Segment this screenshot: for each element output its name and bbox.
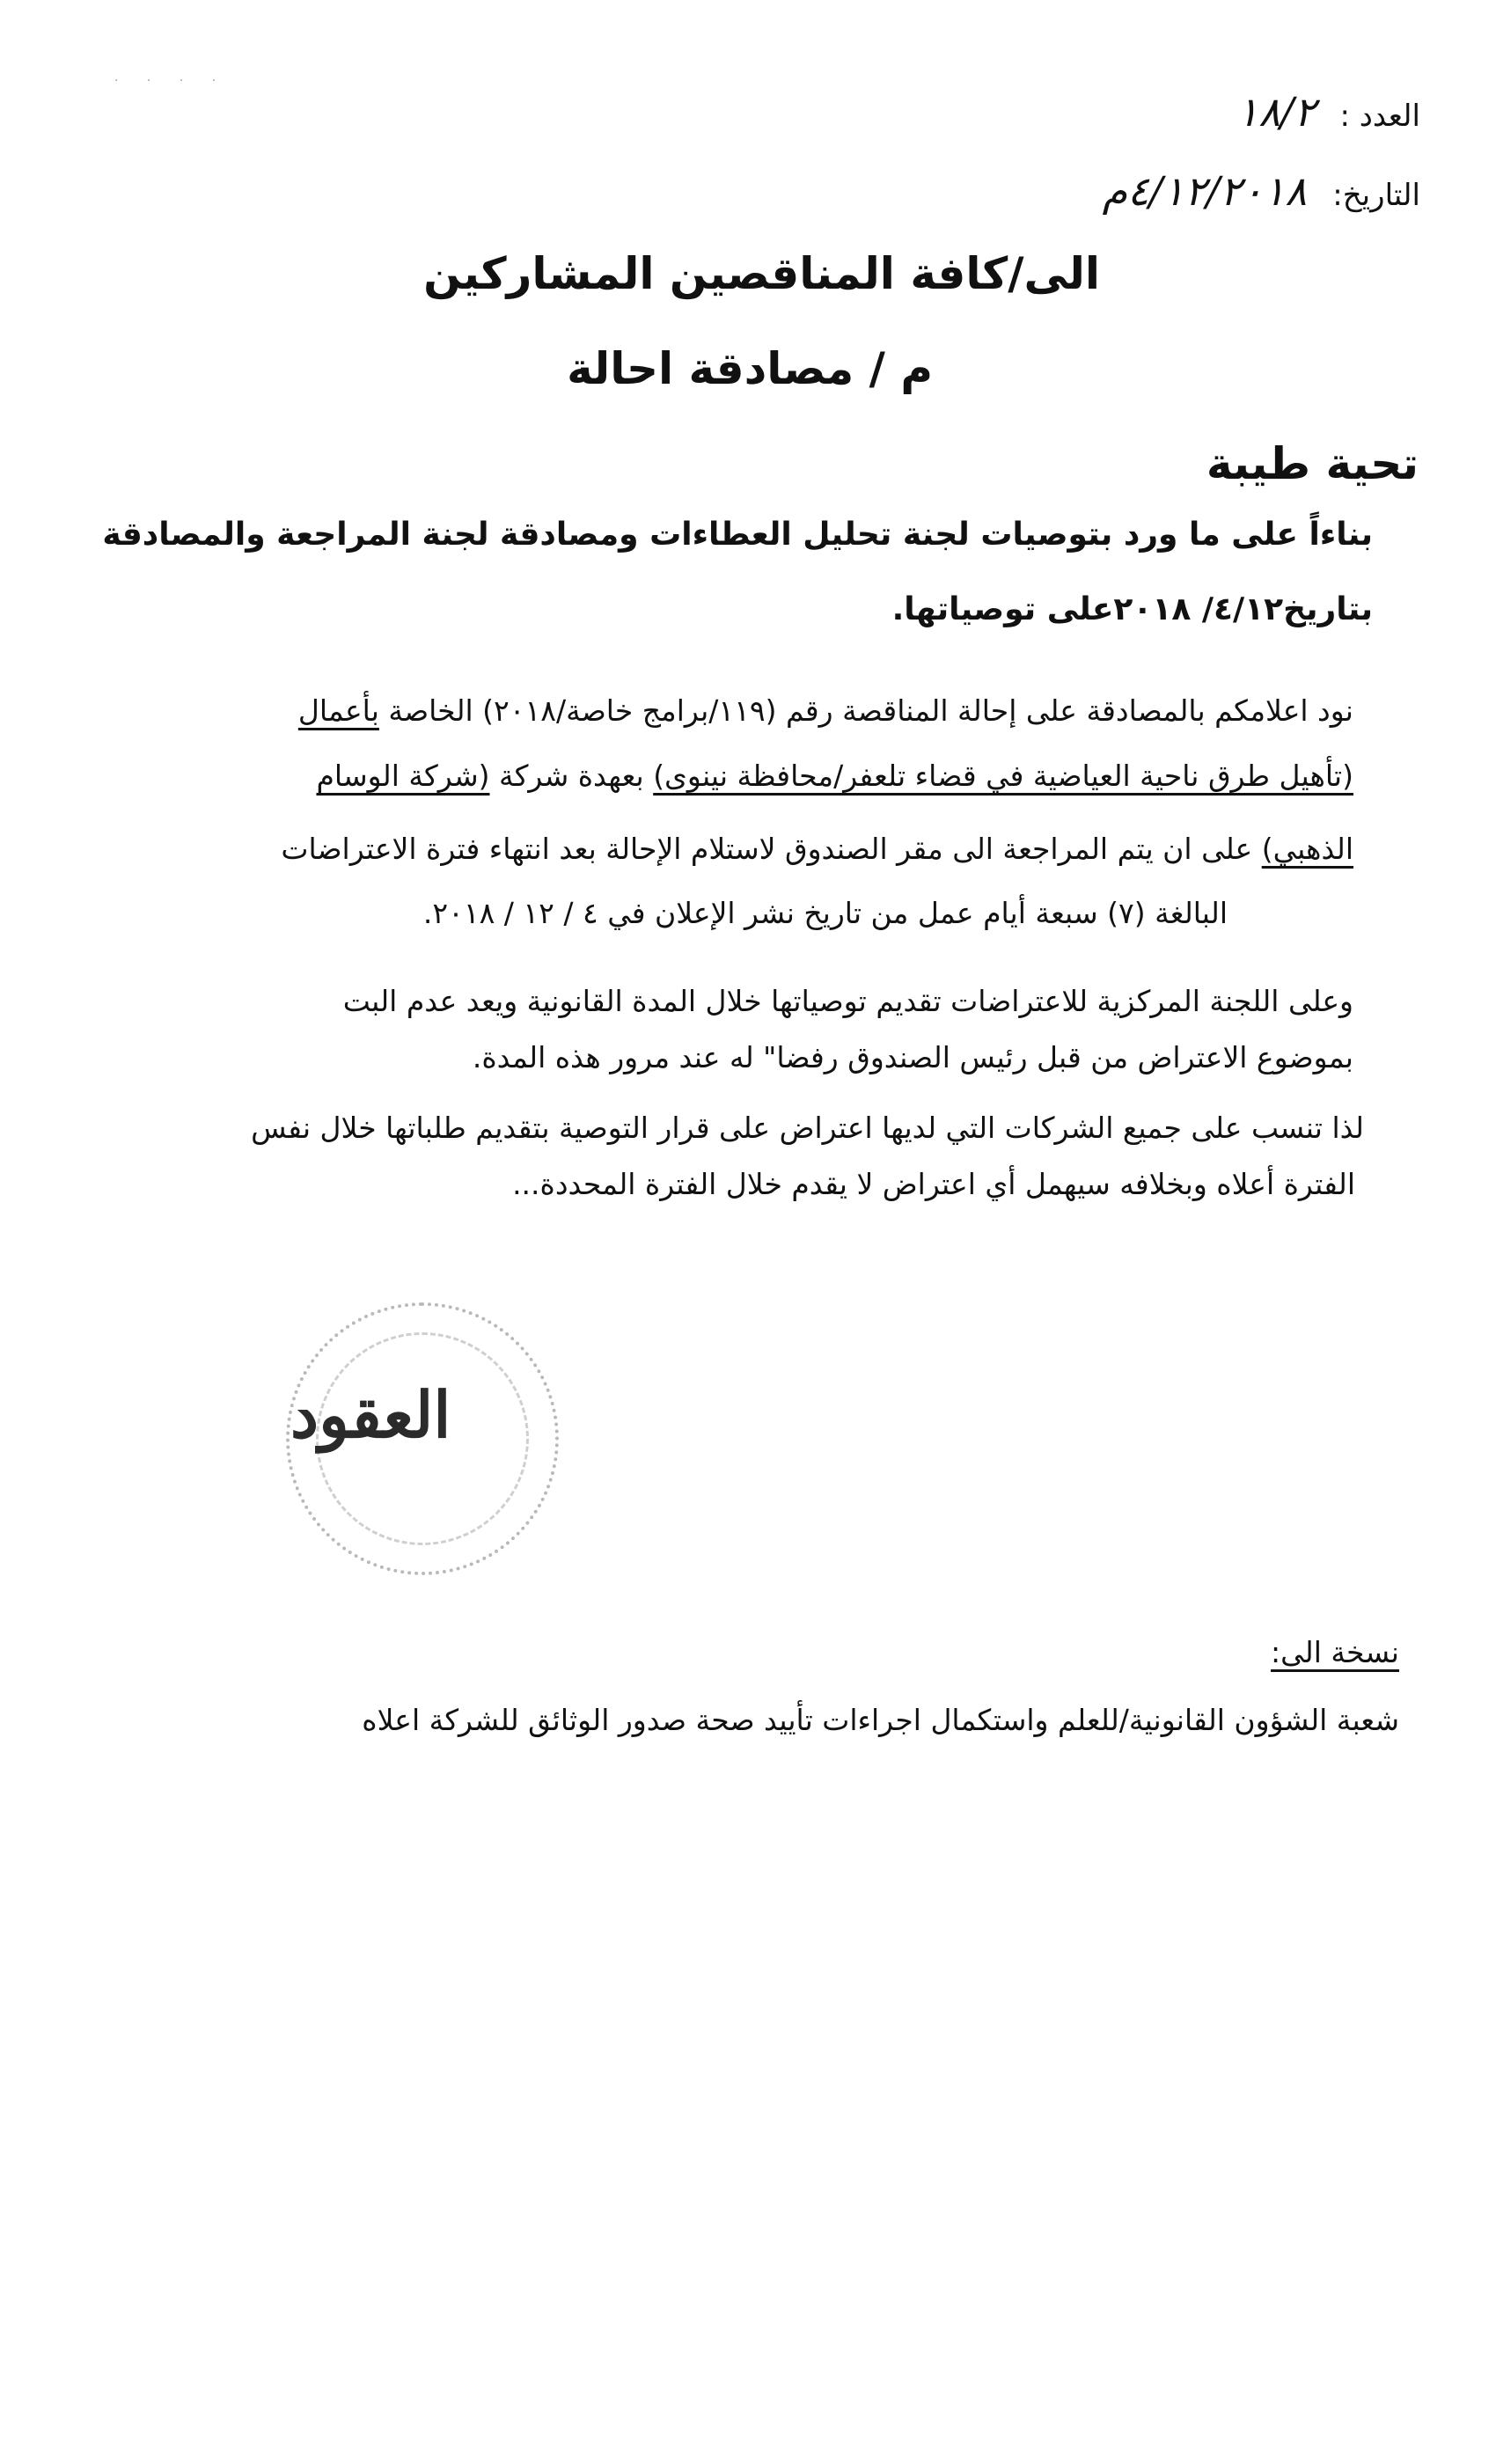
para2-line2	[316, 759, 1353, 793]
para4-line2: الفترة أعلاه وبخلافه سيهمل أي اعتراض لا يقدم خلال الفترة المحددة...	[512, 1167, 1355, 1201]
copy-to-label: نسخة الى:	[1271, 1635, 1399, 1669]
blank-margin	[0, 2042, 1496, 2464]
project-name: (تأهيل طرق ناحية العياضية في قضاء تلعفر/محافظة نينوى)	[653, 759, 1353, 793]
para3-line1: وعلى اللجنة المركزية للاعتراضات تقديم توصياتها خلال المدة القانونية ويعد عدم البت	[342, 984, 1353, 1018]
scan-specks: · · · ·	[114, 74, 229, 88]
stamp-text: العقود	[290, 1377, 451, 1452]
para2-line2-text: بعهدة شركة	[489, 759, 654, 793]
para4-line1: لذا تنسب على جميع الشركات التي لديها اعتراض على قرار التوصية بتقديم طلباتها خلال نفس	[251, 1111, 1364, 1145]
copy-to-line: شعبة الشؤون القانونية/للعلم واستكمال اجراءات تأييد صحة صدور الوثائق للشركة اعلاه	[362, 1703, 1399, 1737]
date-value: ٤/١٢/٢٠١٨م	[1102, 167, 1307, 215]
greeting: تحية طيبة	[1206, 438, 1419, 489]
date-label: التاريخ:	[1332, 178, 1420, 213]
subject: م / مصادقة احالة	[567, 343, 933, 394]
para3-line2: بموضوع الاعتراض من قبل رئيس الصندوق رفضا" له عند مرور هذه المدة.	[472, 1040, 1353, 1074]
number-label: العدد :	[1339, 99, 1420, 134]
para1-line1: بناءاً على ما ورد بتوصيات لجنة تحليل العطاءات ومصادقة لجنة المراجعة والمصادقة	[102, 517, 1373, 553]
para2-line4: البالغة (٧) سبعة أيام عمل من تاريخ نشر الإعلان في ٤ / ١٢ / ٢٠١٨.	[422, 896, 1228, 930]
para2-line1	[298, 693, 1353, 728]
number-value: ١٨/٢	[1236, 88, 1316, 136]
company-name-part2: الذهبي)	[1261, 832, 1353, 866]
para2-line1-underlined: بأعمال	[297, 693, 379, 728]
para1-line2: بتاريخ٤/١٢/ ٢٠١٨على توصياتها.	[891, 591, 1373, 627]
company-name-part1: (شركة الوسام	[316, 759, 490, 793]
para2-line3	[281, 832, 1353, 866]
para2-line3-text: على ان يتم المراجعة الى مقر الصندوق لاستلام الإحالة بعد انتهاء فترة الاعتراضات	[281, 832, 1262, 866]
addressee: الى/كافة المناقصين المشاركين	[423, 248, 1100, 299]
para2-line1-text: نود اعلامكم بالمصادقة على إحالة المناقصة رقم (١١٩/برامج خاصة/٢٠١٨) الخاصة	[378, 693, 1353, 728]
